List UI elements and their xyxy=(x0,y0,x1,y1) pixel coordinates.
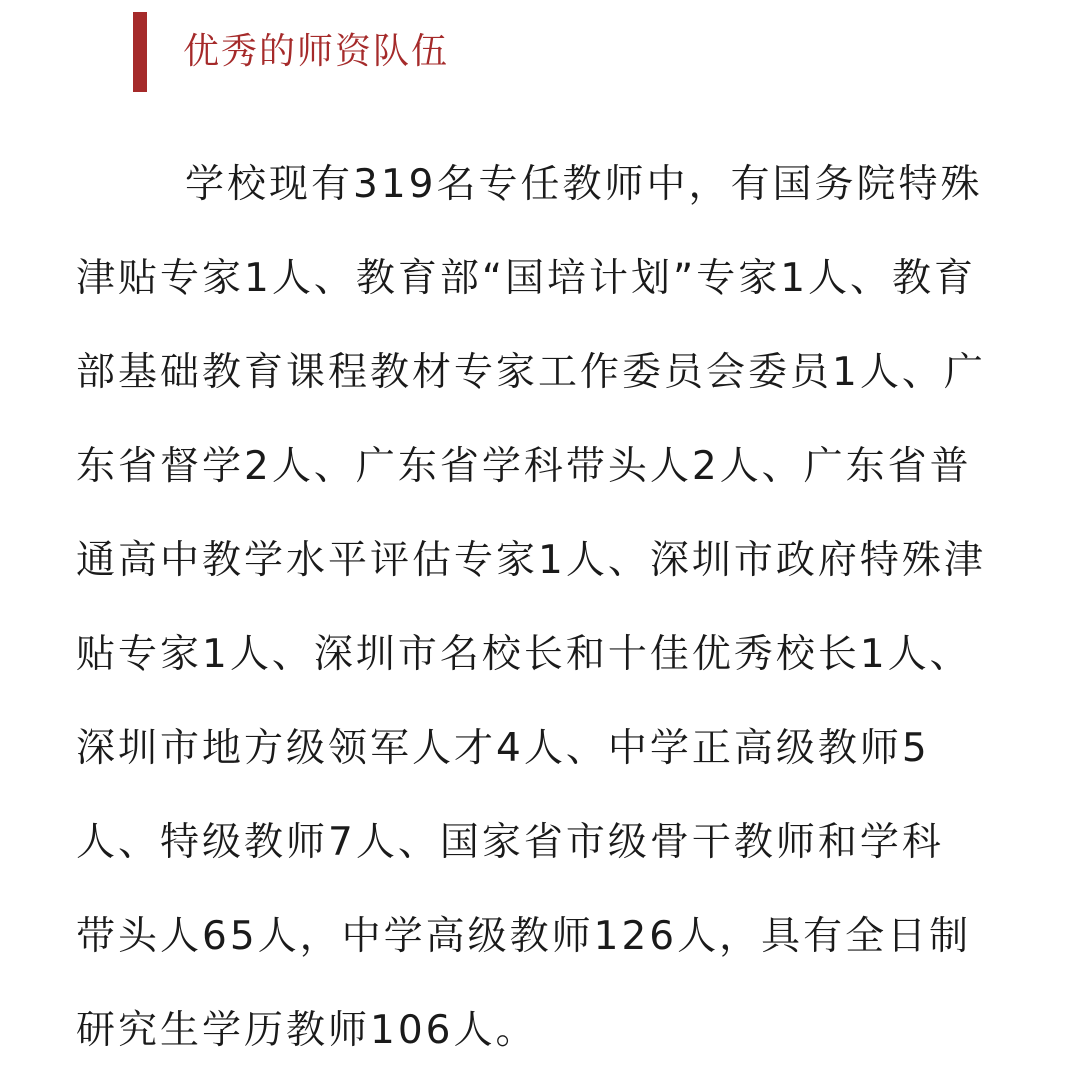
accent-bar xyxy=(133,12,147,92)
body-line: 深圳市地方级领军人才4人、中学正高级教师5 xyxy=(76,726,930,771)
body-line: 部基础教育课程教材专家工作委员会委员1人、广 xyxy=(76,350,986,395)
body-line: 东省督学2人、广东省学科带头人2人、广东省普 xyxy=(76,444,972,489)
body-line: 贴专家1人、深圳市名校长和十佳优秀校长1人、 xyxy=(76,632,972,677)
body-line: 通高中教学水平评估专家1人、深圳市政府特殊津 xyxy=(76,538,986,583)
section-header xyxy=(133,12,1033,92)
body-line: 研究生学历教师106人。 xyxy=(76,1008,538,1053)
body-line: 学校现有319名专任教师中，有国务院特殊 xyxy=(185,162,983,207)
section-title: 优秀的师资队伍 xyxy=(183,31,450,72)
body-paragraph xyxy=(76,138,1006,1078)
body-line: 津贴专家1人、教育部“国培计划”专家1人、教育 xyxy=(76,256,977,301)
body-line: 带头人65人，中学高级教师126人，具有全日制 xyxy=(76,914,972,959)
body-line: 人、特级教师7人、国家省市级骨干教师和学科 xyxy=(76,820,944,865)
